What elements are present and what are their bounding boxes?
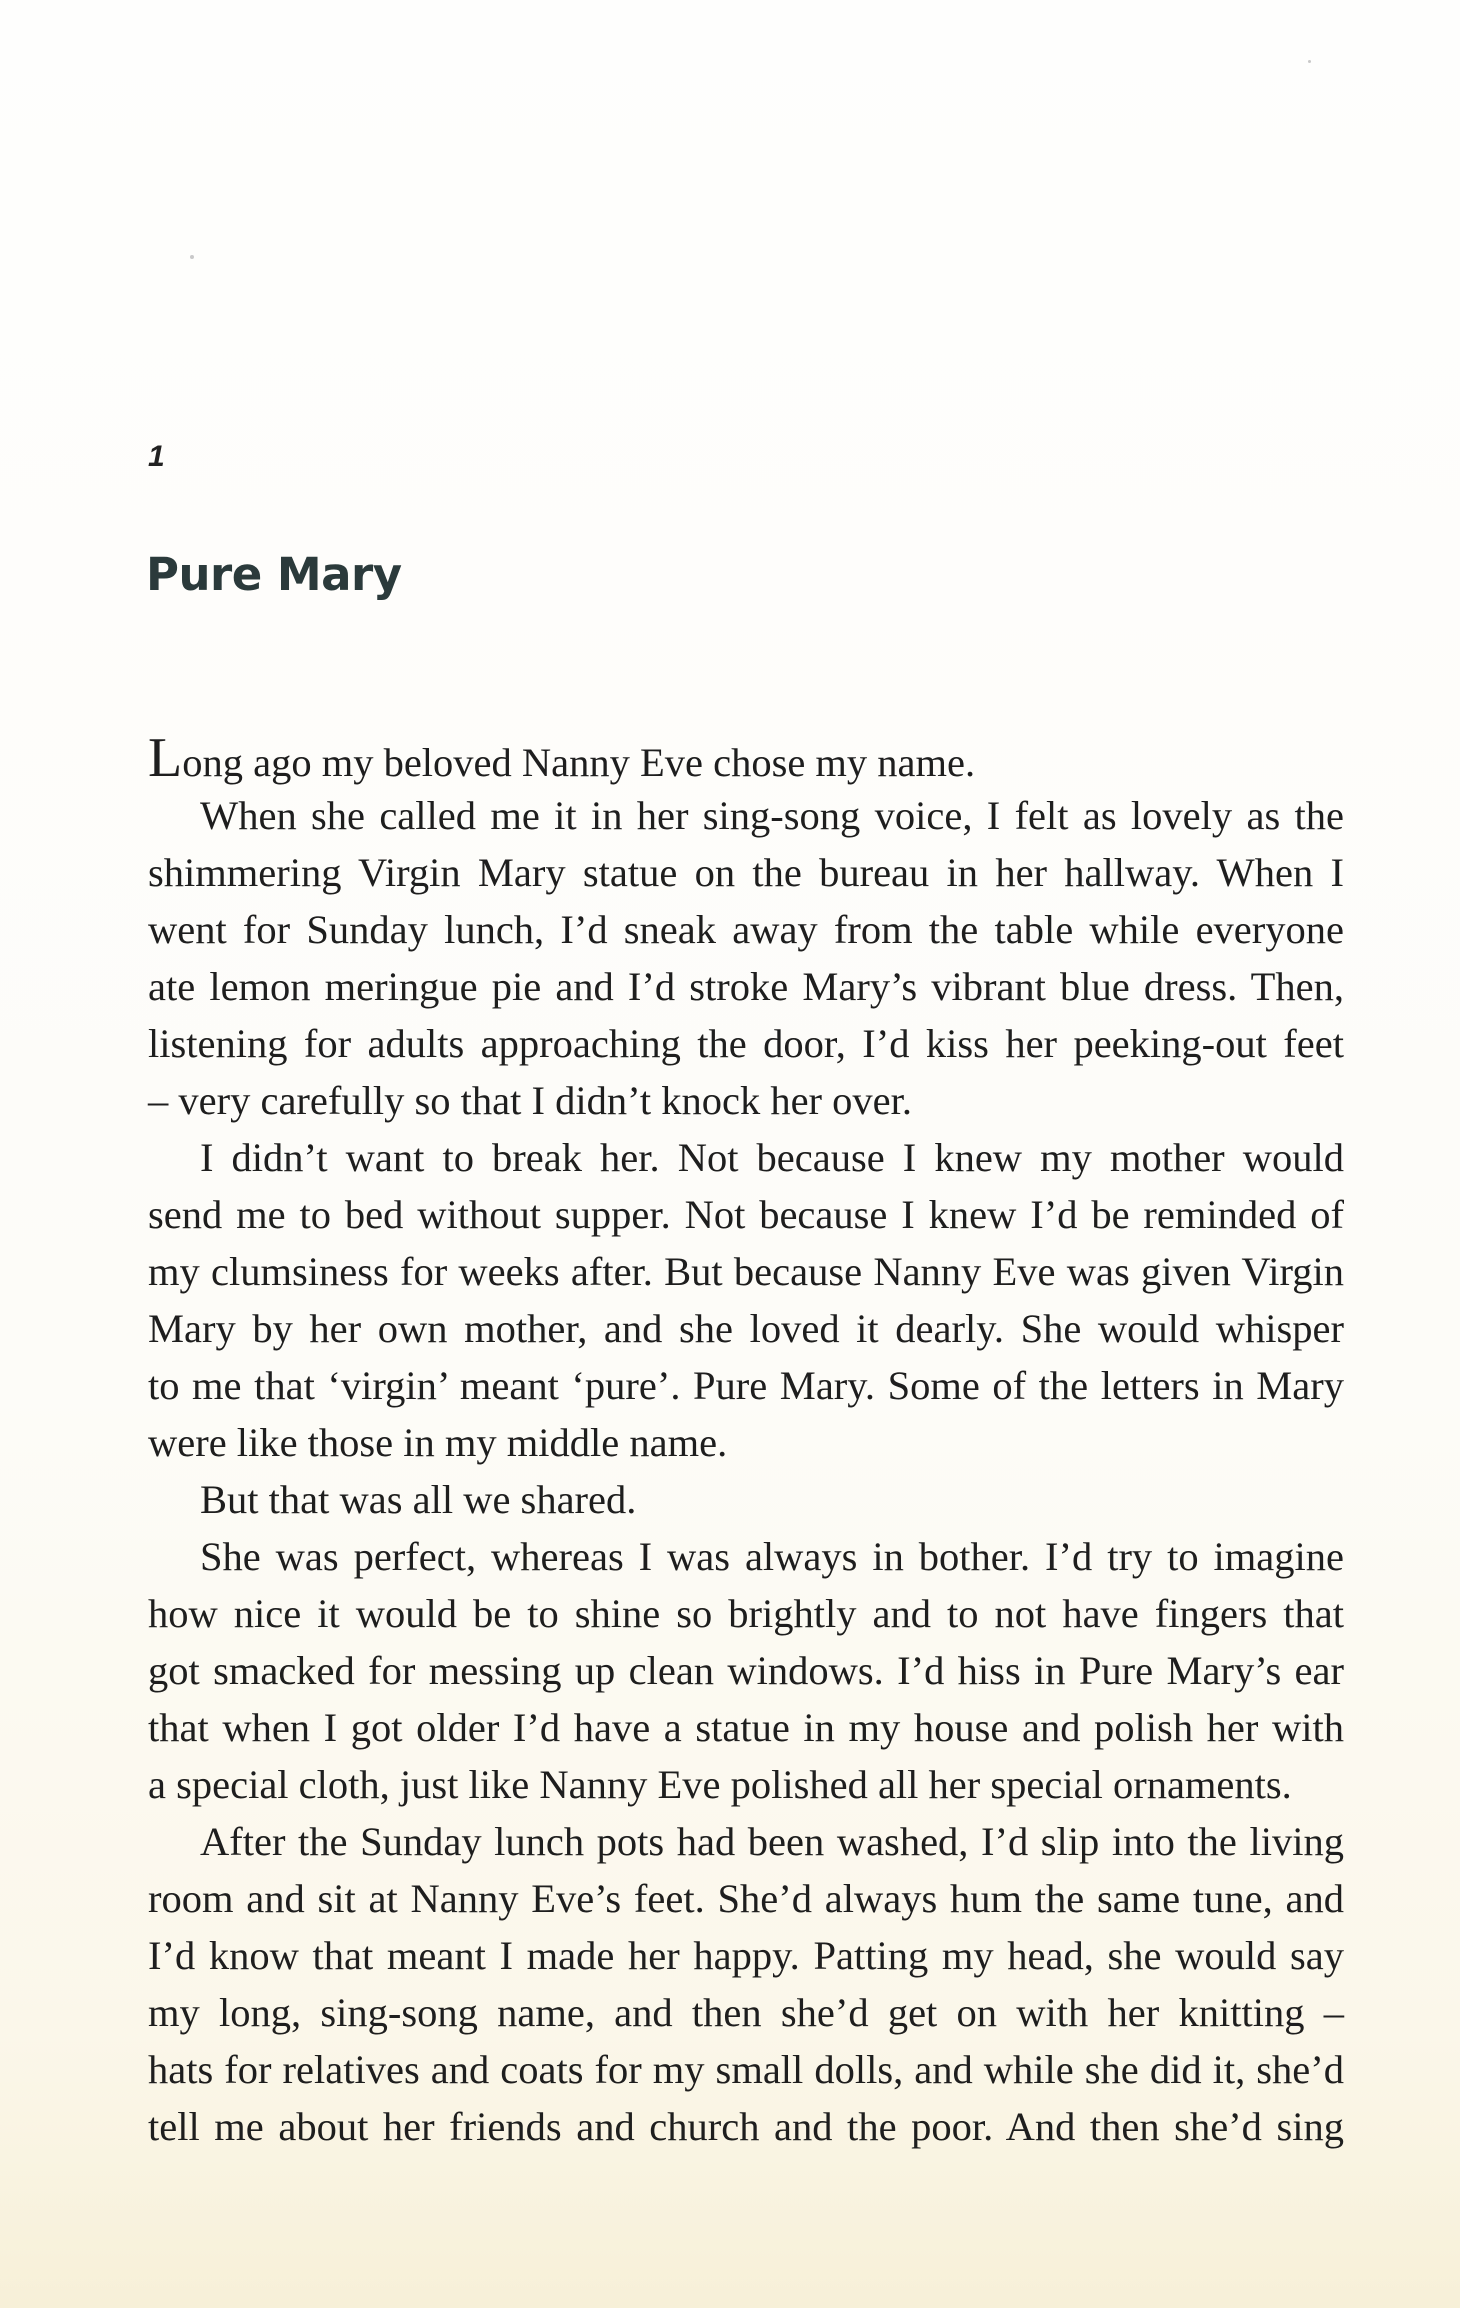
text-line — [148, 901, 1344, 958]
line-text: a special cloth, just like Nanny Eve polished all her special ornaments. — [148, 1762, 1292, 1807]
text-line — [148, 787, 1344, 844]
line-text: listening for adults approaching the door, I’d kiss her peeking-out feet — [148, 1021, 1344, 1066]
text-line — [148, 1414, 1344, 1471]
line-text: my clumsiness for weeks after. But because Nanny Eve was given Virgin — [148, 1249, 1344, 1294]
text-line — [148, 1015, 1344, 1072]
chapter-number: 1 — [148, 440, 165, 473]
line-text: After the Sunday lunch pots had been washed, I’d slip into the living — [200, 1819, 1344, 1864]
line-text: When she called me it in her sing-song voice, I felt as lovely as the — [200, 793, 1344, 838]
text-line — [148, 2041, 1344, 2098]
text-line — [148, 1870, 1344, 1927]
text-line — [148, 958, 1344, 1015]
text-line — [148, 1186, 1344, 1243]
text-line — [148, 1813, 1344, 1870]
paragraph — [148, 1129, 1344, 1471]
text-line — [148, 1585, 1344, 1642]
line-text: tell me about her friends and church and the poor. And then she’d sing — [148, 2104, 1344, 2149]
line-text: that when I got older I’d have a statue in my house and polish her with — [148, 1705, 1344, 1750]
paragraph — [148, 787, 1344, 1129]
line-text: I’d know that meant I made her happy. Patting my head, she would say — [148, 1933, 1344, 1978]
line-text: my long, sing-song name, and then she’d get on with her knitting – — [148, 1990, 1344, 2035]
paragraph — [148, 1471, 1344, 1528]
line-text: went for Sunday lunch, I’d sneak away from the table while everyone — [148, 907, 1344, 952]
line-text: to me that ‘virgin’ meant ‘pure’. Pure Mary. Some of the letters in Mary — [148, 1363, 1344, 1408]
text-line — [148, 1072, 1344, 1129]
scan-speck — [190, 255, 194, 259]
line-text: send me to bed without supper. Not because I knew I’d be reminded of — [148, 1192, 1344, 1237]
text-line — [148, 844, 1344, 901]
line-text: how nice it would be to shine so brightly and to not have fingers that — [148, 1591, 1344, 1636]
scan-speck — [1308, 60, 1311, 63]
line-text: But that was all we shared. — [200, 1477, 637, 1522]
paragraph — [148, 1528, 1344, 1813]
line-text: got smacked for messing up clean windows. I’d hiss in Pure Mary’s ear — [148, 1648, 1344, 1693]
text-line — [148, 1699, 1344, 1756]
text-line — [148, 1300, 1344, 1357]
text-line — [148, 1927, 1344, 1984]
line-text: shimmering Virgin Mary statue on the bureau in her hallway. When I — [148, 850, 1344, 895]
line-text: ong ago my beloved Nanny Eve chose my name. — [182, 740, 976, 785]
text-line — [148, 1129, 1344, 1186]
text-line — [148, 2098, 1344, 2155]
text-line — [148, 1528, 1344, 1585]
drop-cap-letter: L — [148, 727, 183, 789]
text-line — [148, 1357, 1344, 1414]
paragraph — [148, 1813, 1344, 2155]
chapter-body — [148, 727, 1344, 2155]
chapter-title: Pure Mary — [146, 548, 402, 601]
line-text: I didn’t want to break her. Not because I knew my mother would — [200, 1135, 1344, 1180]
text-line — [148, 1756, 1344, 1813]
line-text: were like those in my middle name. — [148, 1420, 728, 1465]
text-line — [148, 1984, 1344, 2041]
line-text: hats for relatives and coats for my small dolls, and while she did it, she’d — [148, 2047, 1344, 2092]
line-text: ate lemon meringue pie and I’d stroke Mary’s vibrant blue dress. Then, — [148, 964, 1344, 1009]
text-line — [148, 727, 1344, 789]
text-line — [148, 1642, 1344, 1699]
line-text: – very carefully so that I didn’t knock her over. — [148, 1078, 913, 1123]
line-text: She was perfect, whereas I was always in bother. I’d try to imagine — [200, 1534, 1344, 1579]
line-text: room and sit at Nanny Eve’s feet. She’d always hum the same tune, and — [148, 1876, 1344, 1921]
text-line — [148, 1243, 1344, 1300]
paragraph — [148, 727, 1344, 789]
text-line — [148, 1471, 1344, 1528]
line-text: Mary by her own mother, and she loved it dearly. She would whisper — [148, 1306, 1344, 1351]
